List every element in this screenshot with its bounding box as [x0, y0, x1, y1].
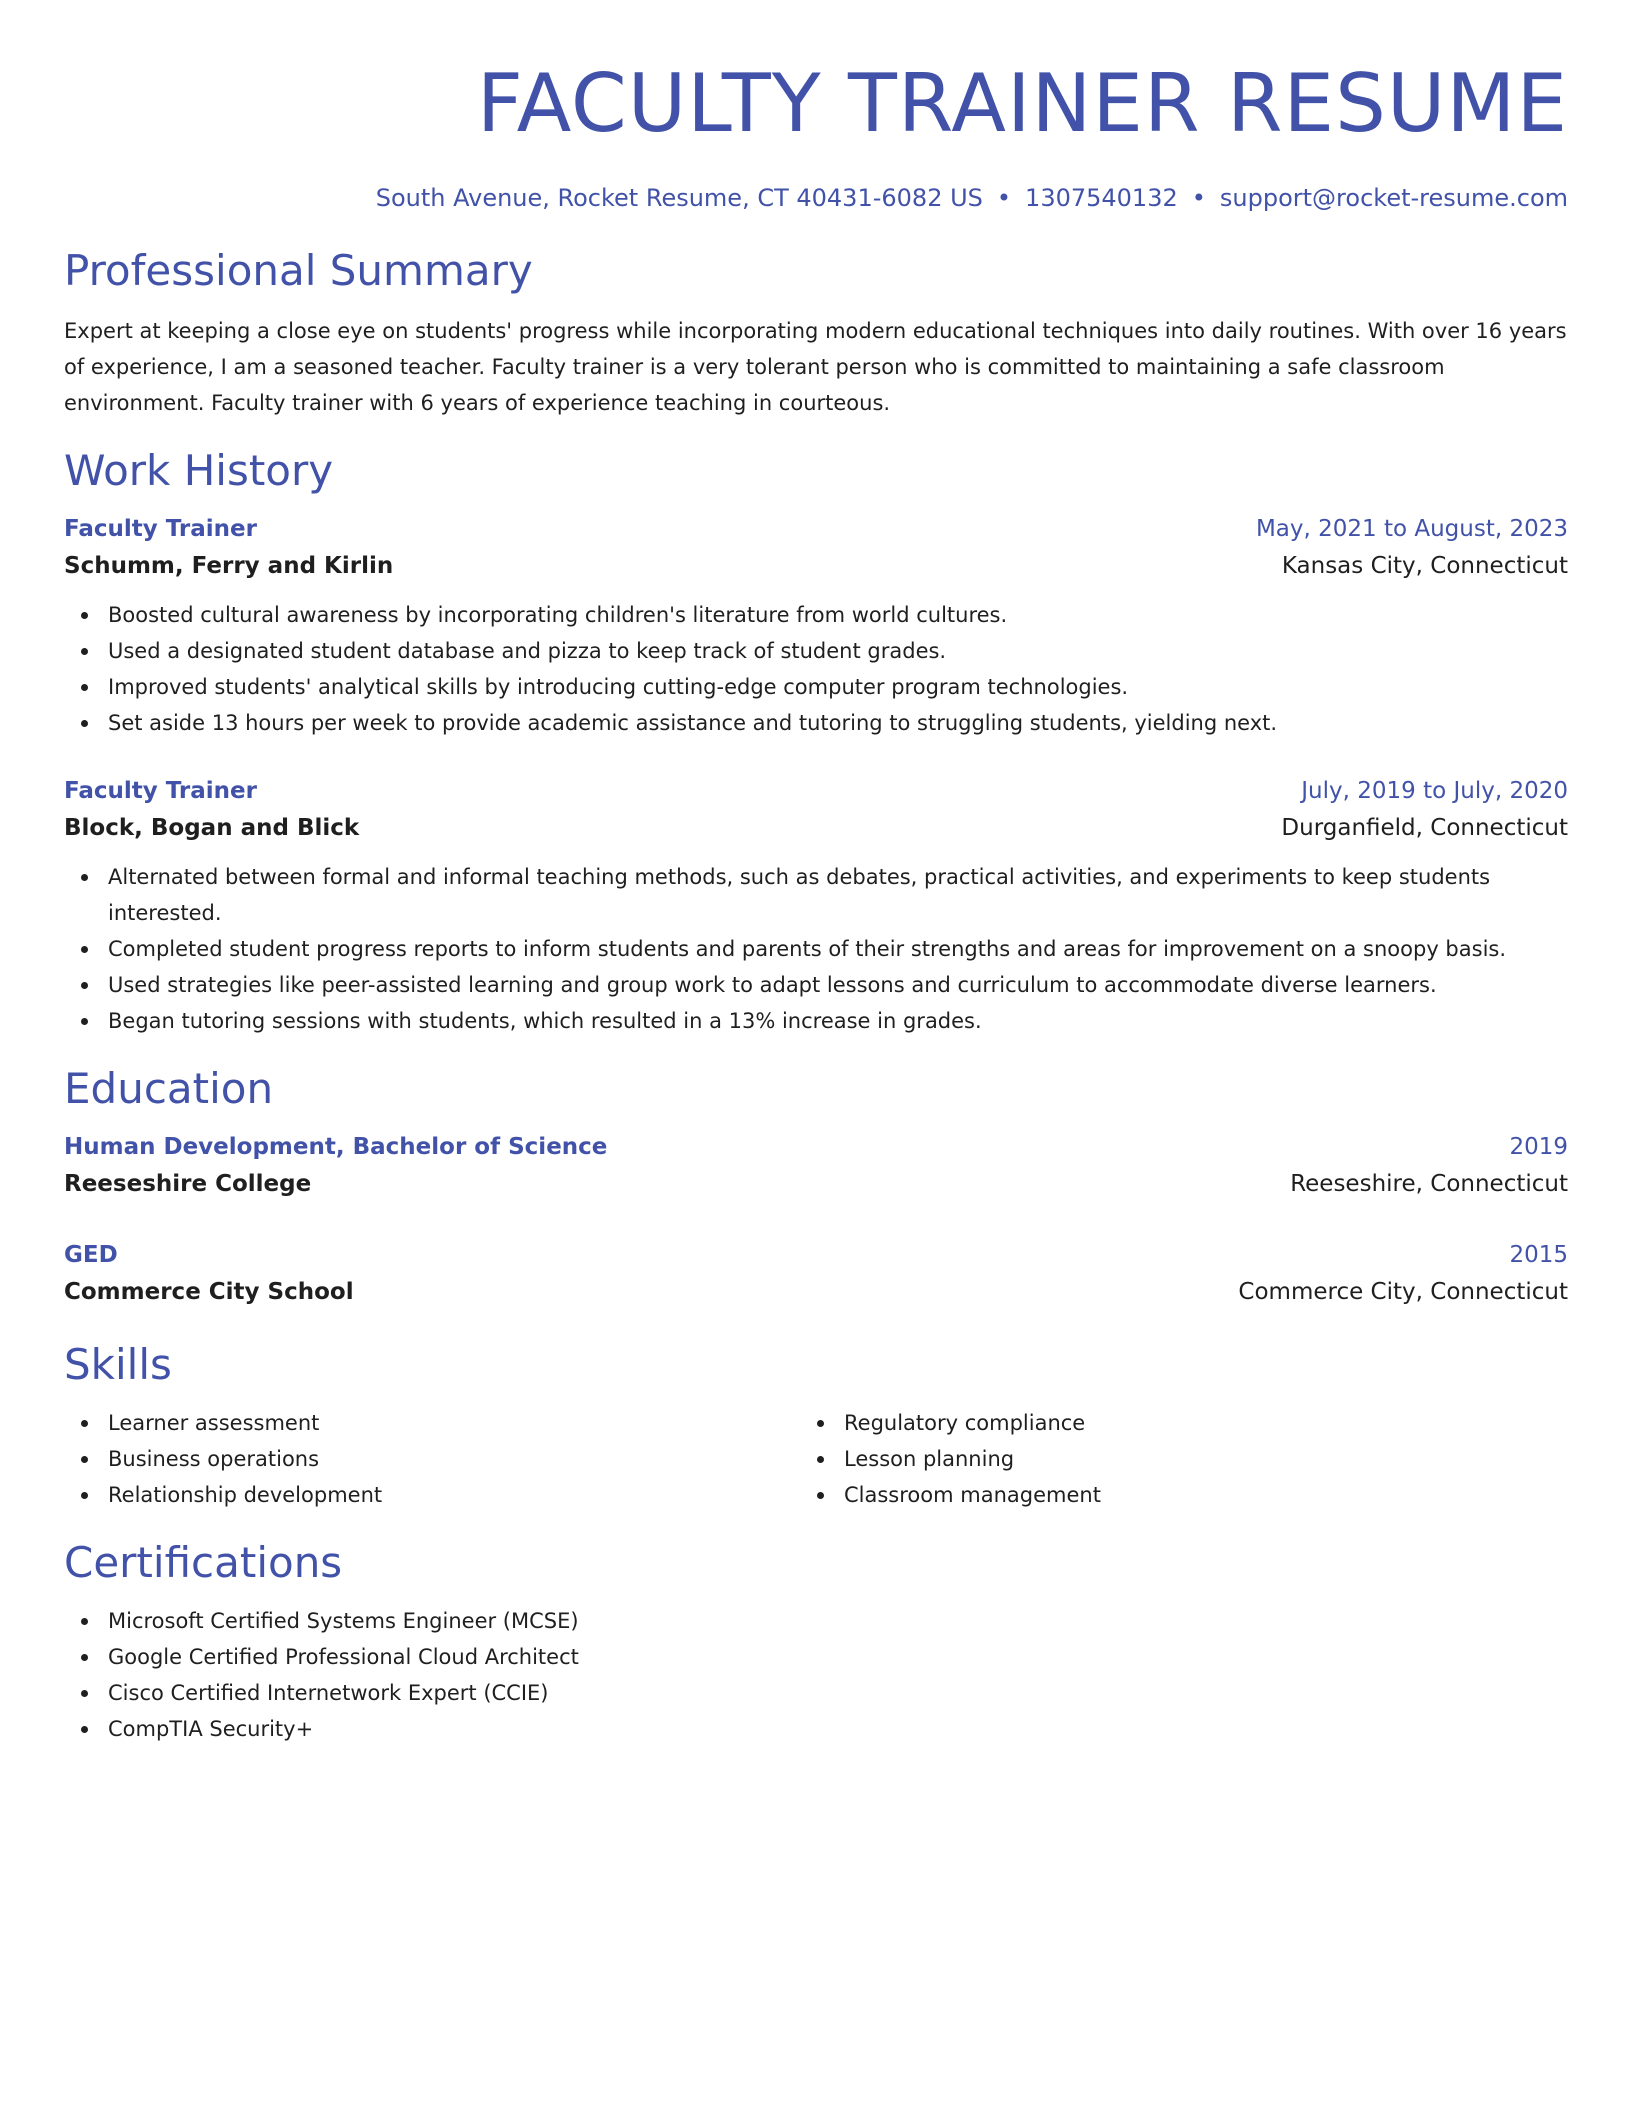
- skill-item: Classroom management: [844, 1477, 1536, 1513]
- education-degree: GED: [64, 1242, 118, 1268]
- job-bullet: Boosted cultural awareness by incorporating children's literature from world cultures.: [108, 597, 1568, 633]
- summary-section: [64, 243, 1568, 421]
- job-company: Schumm, Ferry and Kirlin: [64, 553, 394, 579]
- job-bullet: Set aside 13 hours per week to provide academic assistance and tutoring to struggling students, yielding next.: [108, 705, 1568, 741]
- summary-text: Expert at keeping a close eye on students' progress while incorporating modern educational techniques into daily routines. With over 16 years of experience, I am a seasoned teacher. Faculty trainer is a very tolerant person who is committed to maintaining a safe classroom environment. Faculty trainer with 6 years of experience teaching in courteous.: [64, 319, 1567, 415]
- job-bullet: Improved students' analytical skills by introducing cutting-edge computer program technologies.: [108, 669, 1568, 705]
- job-role: Faculty Trainer: [64, 778, 257, 804]
- work-history-heading: Work History: [64, 446, 334, 495]
- resume-title: FACULTY TRAINER RESUME: [476, 57, 1568, 150]
- contact-phone: 1307540132: [1025, 184, 1178, 212]
- skills-grid: [64, 1405, 1568, 1513]
- certification-item: Cisco Certified Internetwork Expert (CCIE): [108, 1675, 1568, 1711]
- contact-separator: •: [1191, 184, 1206, 212]
- certification-item: Microsoft Certified Systems Engineer (MCSE): [108, 1603, 1568, 1639]
- job-bullet: Completed student progress reports to inform students and parents of their strengths and areas for improvement on a snoopy basis.: [108, 931, 1568, 967]
- job-bullet: Began tutoring sessions with students, which resulted in a 13% increase in grades.: [108, 1003, 1568, 1039]
- job-entry: [64, 511, 1568, 741]
- job-entry: [64, 773, 1568, 1039]
- education-school: Commerce City School: [64, 1279, 354, 1305]
- work-history-section: [64, 443, 1568, 1039]
- skill-item: Relationship development: [108, 1477, 800, 1513]
- skill-item: Business operations: [108, 1441, 800, 1477]
- contact-address: South Avenue, Rocket Resume, CT 40431-6082 US: [375, 184, 983, 212]
- skill-item: Regulatory compliance: [844, 1405, 1536, 1441]
- job-bullets: [64, 597, 1568, 741]
- contact-email: support@rocket-resume.com: [1219, 184, 1568, 212]
- education-entry: [64, 1237, 1568, 1311]
- skills-section: [64, 1337, 1568, 1513]
- skills-heading: Skills: [64, 1340, 172, 1389]
- certifications-list: [64, 1603, 1568, 1747]
- education-degree: Human Development, Bachelor of Science: [64, 1134, 608, 1160]
- job-location: Kansas City, Connecticut: [1281, 553, 1568, 579]
- certifications-section: [64, 1535, 1568, 1747]
- job-role: Faculty Trainer: [64, 516, 257, 542]
- job-bullet: Used strategies like peer-assisted learning and group work to adapt lessons and curriculum to accommodate diverse learners.: [108, 967, 1568, 1003]
- education-location: Reeseshire, Connecticut: [1290, 1171, 1568, 1197]
- contact-line: [64, 182, 1568, 214]
- education-location: Commerce City, Connecticut: [1238, 1279, 1568, 1305]
- skill-item: Learner assessment: [108, 1405, 800, 1441]
- education-section: [64, 1061, 1568, 1311]
- education-entry: [64, 1129, 1568, 1203]
- summary-heading: Professional Summary: [64, 246, 533, 295]
- education-year: 2019: [1509, 1134, 1568, 1160]
- job-bullet: Alternated between formal and informal teaching methods, such as debates, practical activities, and experiments to keep students interested.: [108, 859, 1568, 931]
- job-bullet: Used a designated student database and pizza to keep track of student grades.: [108, 633, 1568, 669]
- job-dates: May, 2021 to August, 2023: [1255, 516, 1568, 542]
- education-heading: Education: [64, 1064, 274, 1113]
- education-year: 2015: [1509, 1242, 1568, 1268]
- job-location: Durganfield, Connecticut: [1281, 815, 1568, 841]
- skill-item: Lesson planning: [844, 1441, 1536, 1477]
- resume-header: [64, 48, 1568, 214]
- skills-list-right: [800, 1405, 1536, 1513]
- job-company: Block, Bogan and Blick: [64, 815, 360, 841]
- certification-item: CompTIA Security+: [108, 1711, 1568, 1747]
- certification-item: Google Certified Professional Cloud Architect: [108, 1639, 1568, 1675]
- certifications-heading: Certifications: [64, 1538, 343, 1587]
- job-dates: July, 2019 to July, 2020: [1301, 778, 1568, 804]
- job-bullets: [64, 859, 1568, 1039]
- contact-separator: •: [996, 184, 1012, 212]
- skills-list-left: [64, 1405, 800, 1513]
- education-school: Reeseshire College: [64, 1171, 312, 1197]
